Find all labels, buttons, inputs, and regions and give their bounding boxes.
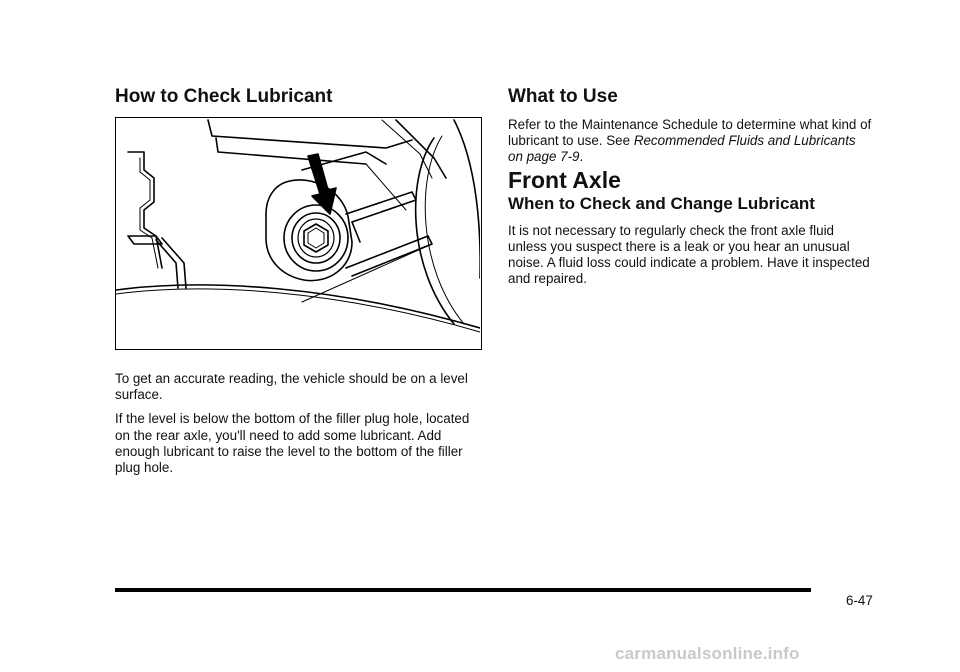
left-column	[115, 86, 485, 476]
hex-socket-depth	[308, 228, 324, 248]
chapter-heading-front-axle: Front Axle	[508, 166, 621, 193]
housing-curve-line	[116, 285, 480, 328]
mid-rib	[346, 192, 416, 222]
footer-rule	[115, 588, 811, 592]
page-number: 6-47	[846, 593, 873, 608]
right-housing-curve-2	[425, 136, 464, 324]
right-column	[508, 86, 873, 287]
lower-rib-2	[302, 244, 432, 302]
what-to-use-paragraph	[508, 117, 873, 166]
right-housing-curve	[416, 138, 454, 324]
what-to-use-end: .	[579, 149, 584, 165]
left-strut	[156, 240, 178, 288]
what-to-use-text: Refer to the Maintenance Schedule to determine what kind of lubricant to use. See	[508, 117, 872, 149]
left-bracket	[128, 152, 162, 268]
front-axle-paragraph: It is not necessary to regularly check the front axle fluid unless you suspect there is a leak or you hear an unusual noise. A fluid loss could indicate a problem. Have it inspected and repaired.	[508, 222, 870, 287]
housing-curve-line-inner	[116, 289, 480, 332]
top-rib	[208, 120, 412, 148]
plug-inner-ring	[292, 213, 340, 263]
left-paragraph-2: If the level is below the bottom of the filler plug hole, located on the rear axle, you'll need to add some lubricant. Add enough lubricant to raise the level to the bottom of the filler plug hole.	[115, 411, 470, 476]
left-strut-2	[162, 238, 186, 288]
plug-outer-ring	[284, 205, 348, 271]
filler-plug-figure	[115, 117, 482, 350]
axle-filler-plug-illustration	[116, 118, 480, 348]
section-heading-what-to-use: What to Use	[508, 86, 618, 107]
section-heading-how-to-check: How to Check Lubricant	[115, 86, 333, 107]
left-paragraph-1: To get an accurate reading, the vehicle should be on a level surface.	[115, 371, 468, 403]
recommended-fluids-reference[interactable]: Recommended Fluids and Lubricants on page 7-9	[508, 133, 856, 165]
watermark: carmanualsonline.info	[615, 644, 800, 663]
mid-rib-2	[352, 222, 360, 242]
diag-rib	[366, 164, 406, 210]
right-housing-outer	[454, 120, 480, 278]
subheading-when-to-check: When to Check and Change Lubricant	[508, 193, 815, 213]
